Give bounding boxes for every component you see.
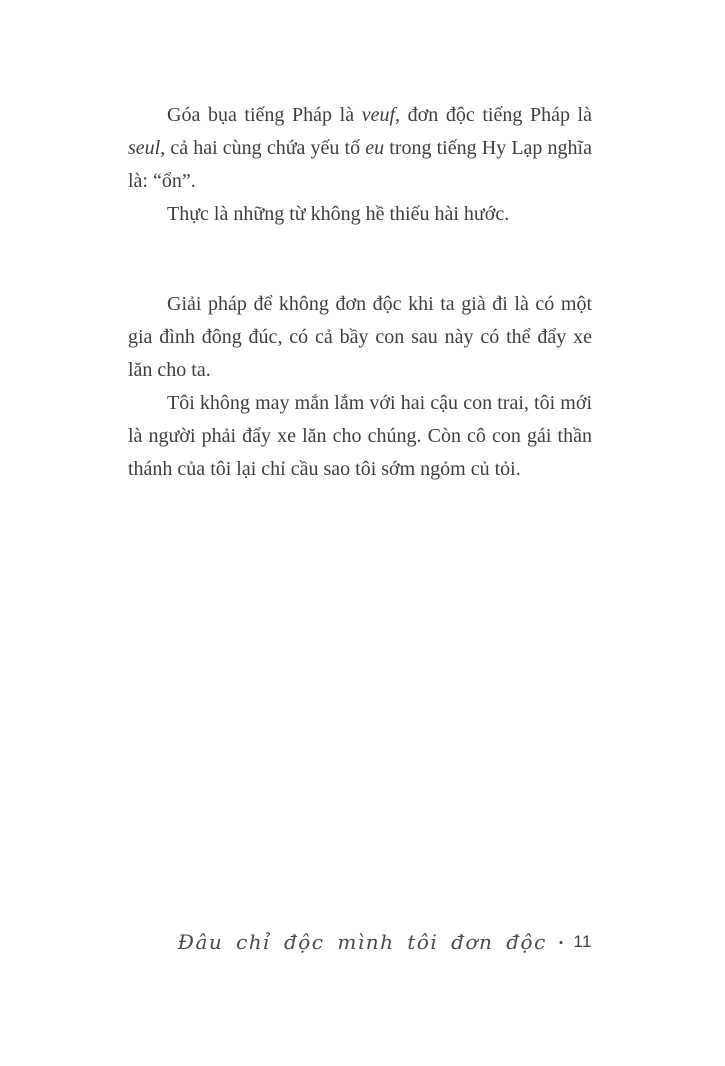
italic-term-seul: seul (128, 137, 161, 159)
paragraph-1-text: , đơn độc tiếng Pháp là (395, 104, 592, 126)
paragraph-1-text: trong tiếng Hy Lạp nghĩa là: “ổn”. (128, 137, 592, 192)
section-break (128, 231, 592, 288)
italic-term-eu: eu (365, 137, 385, 159)
paragraph-2: Thực là những từ không hề thiếu hài hước. (167, 203, 510, 225)
paragraph-1-text: , cả hai cùng chứa yếu tố (160, 137, 366, 159)
page-number: 11 (573, 932, 592, 951)
paragraph-4: Tôi không may mắn lắm với hai cậu con trai, tôi mới là người phải đẩy xe lăn cho chúng. Còn cô con gái thần thánh của tôi lại chỉ cầu sao tôi sớm ngỏm củ tỏi. (128, 392, 592, 480)
page-body-text (128, 99, 592, 486)
paragraph-3: Giải pháp để không đơn độc khi ta già đi là có một gia đình đông đúc, có cả bầy con sau này có thể đẩy xe lăn cho ta. (128, 293, 592, 381)
bullet-separator: • (558, 934, 564, 950)
page-footer (178, 930, 592, 954)
paragraph-1-text: Góa bụa tiếng Pháp là (167, 104, 362, 126)
italic-term-veuf: veuf (361, 104, 396, 126)
paragraph-1 (128, 99, 592, 198)
running-title: Đâu chỉ độc mình tôi đơn độc (177, 930, 547, 954)
